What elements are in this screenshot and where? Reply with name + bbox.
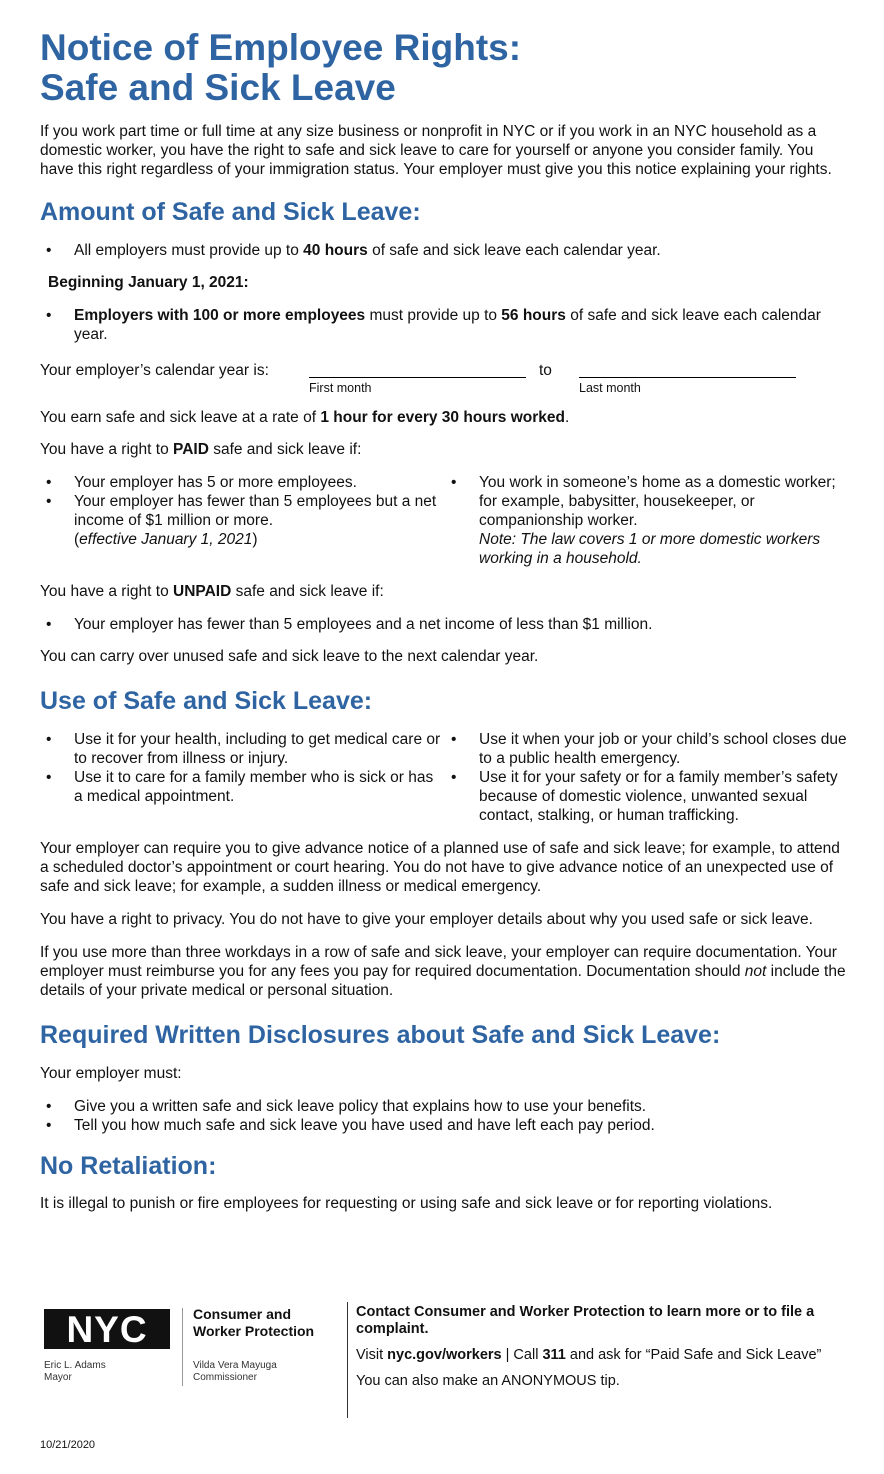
use-heading: Use of Safe and Sick Leave:	[40, 687, 373, 715]
disclosures-heading: Required Written Disclosures about Safe and Sick Leave:	[40, 1021, 721, 1049]
first-month-field[interactable]	[309, 377, 526, 378]
footer-divider	[347, 1302, 348, 1418]
nyc-logo	[44, 1309, 170, 1349]
agency-name: Consumer and Worker Protection	[193, 1306, 315, 1339]
retaliation-heading: No Retaliation:	[40, 1152, 217, 1180]
contact-visit: Visit nyc.gov/workers | Call 311 and ask for “Paid Safe and Sick Leave”	[356, 1347, 822, 1363]
advance-notice-paragraph: Your employer can require you to give advance notice of a planned use of safe and sick leave; for example, to attend a scheduled doctor’s appointment or court hearing. You do not have to give advance notice of an unexpected use of safe and sick leave; for example, a sudden illness or medical emergency.	[40, 840, 840, 895]
list-item: • All employers must provide up to 40 hours of safe and sick leave each calendar year.	[40, 241, 850, 260]
beginning-label: Beginning January 1, 2021:	[48, 274, 249, 291]
list-item: • Use it to care for a family member who is sick or has a medical appointment.	[40, 768, 445, 806]
earn-rate: You earn safe and sick leave at a rate of 1 hour for every 30 hours worked.	[40, 409, 570, 426]
commissioner-credit: Vilda Vera Mayuga Commissioner	[193, 1360, 277, 1383]
unpaid-intro: You have a right to UNPAID safe and sick leave if:	[40, 583, 384, 600]
contact-block	[356, 1304, 850, 1390]
use-columns	[40, 730, 850, 825]
retaliation-text: It is illegal to punish or fire employees for requesting or using safe and sick leave or for reporting violations.	[40, 1195, 773, 1212]
paid-left-list	[40, 473, 445, 568]
nyc-workers-link[interactable]: nyc.gov/workers	[387, 1347, 502, 1363]
list-item: • Use it for your health, including to get medical care or to recover from illness or injury.	[40, 730, 445, 768]
carry-over: You can carry over unused safe and sick leave to the next calendar year.	[40, 648, 539, 665]
footer	[40, 1302, 850, 1418]
logo-divider	[182, 1308, 183, 1386]
revision-date: 10/21/2020	[40, 1439, 96, 1451]
privacy-paragraph: You have a right to privacy. You do not have to give your employer details about why you used safe or sick leave.	[40, 911, 813, 928]
mayor-credit: Eric L. Adams Mayor	[44, 1360, 106, 1383]
list-item: • Your employer has fewer than 5 employees and a net income of less than $1 million.	[40, 615, 850, 634]
list-item: • Your employer has fewer than 5 employees but a net income of $1 million or more. (effective January 1, 2021)	[40, 492, 445, 549]
paid-intro: You have a right to PAID safe and sick leave if:	[40, 441, 362, 458]
paid-columns	[40, 473, 850, 568]
to-label: to	[539, 362, 552, 379]
use-left-list	[40, 730, 445, 825]
anonymous-tip: You can also make an ANONYMOUS tip.	[356, 1373, 620, 1389]
documentation-paragraph: If you use more than three workdays in a row of safe and sick leave, your employer can require documentation. Your employer must reimburse you for any fees you pay for required documentation. Documentation should not include the details of your private medical or personal situation.	[40, 944, 846, 999]
notice-page	[40, 28, 850, 1213]
amount-list-2021	[40, 306, 850, 344]
unpaid-list	[40, 615, 850, 634]
list-item: • Employers with 100 or more employees must provide up to 56 hours of safe and sick leave each calendar year.	[40, 306, 850, 344]
paid-right-list	[445, 473, 850, 568]
last-month-field[interactable]	[579, 377, 796, 378]
amount-list	[40, 241, 850, 260]
disclosures-list	[40, 1097, 850, 1135]
first-month-caption: First month	[309, 381, 372, 395]
disclosures-intro: Your employer must:	[40, 1065, 182, 1082]
list-item: • Give you a written safe and sick leave policy that explains how to use your benefits.	[40, 1097, 850, 1116]
calendar-year-label: Your employer’s calendar year is:	[40, 362, 269, 379]
list-item: • Use it when your job or your child’s school closes due to a public health emergency.	[445, 730, 850, 768]
list-item: • You work in someone’s home as a domestic worker; for example, babysitter, housekeeper, or companionship worker. Note: The law covers 1 or more domestic workers working in a household.	[445, 473, 850, 568]
list-item: • Tell you how much safe and sick leave you have used and have left each pay period.	[40, 1116, 850, 1135]
intro-paragraph: If you work part time or full time at any size business or nonprofit in NYC or if you work in an NYC household as a domestic worker, you have the right to safe and sick leave to care for yourself or anyone you consider family. You have this right regardless of your immigration status. Your employer must give you this notice explaining your rights.	[40, 123, 832, 178]
last-month-caption: Last month	[579, 381, 641, 395]
list-item: • Use it for your safety or for a family member’s safety because of domestic violence, unwanted sexual contact, stalking, or human trafficking.	[445, 768, 850, 825]
nyc-logo-text: NYC	[66, 1309, 148, 1349]
list-item: • Your employer has 5 or more employees.	[40, 473, 445, 492]
use-right-list	[445, 730, 850, 825]
page-title: Notice of Employee Rights: Safe and Sick Leave	[40, 27, 522, 108]
amount-heading: Amount of Safe and Sick Leave:	[40, 198, 421, 226]
contact-heading: Contact Consumer and Worker Protection to learn more or to file a complaint.	[356, 1304, 815, 1337]
calendar-year-row	[40, 362, 850, 398]
